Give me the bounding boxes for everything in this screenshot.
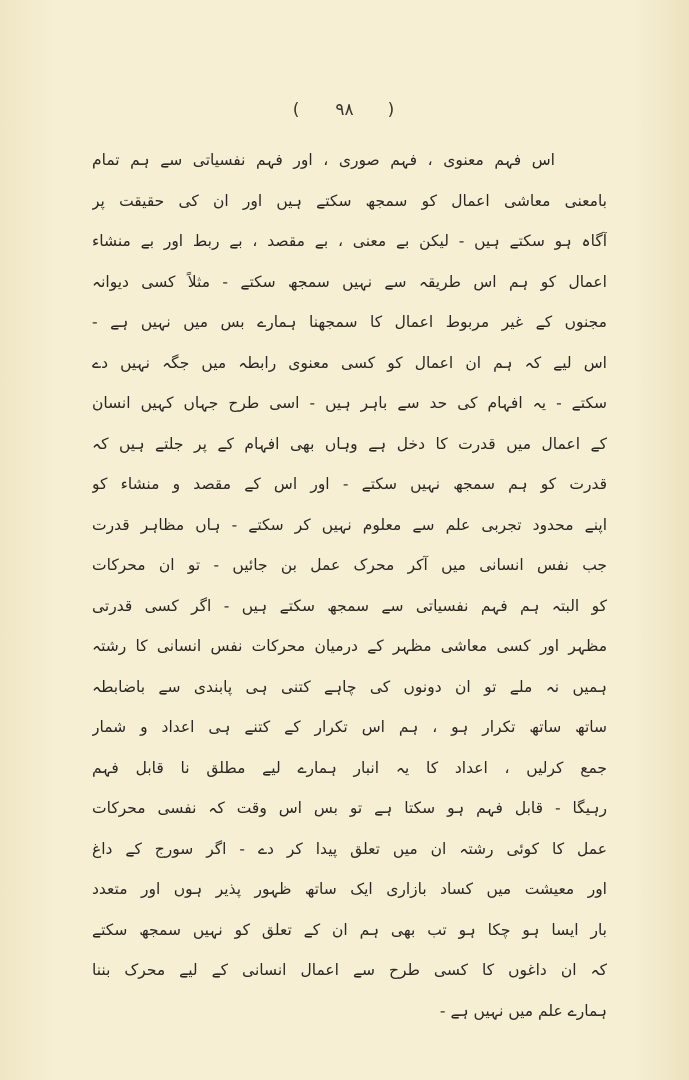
page-number-paren-close: ) xyxy=(387,100,397,120)
page-number-value: ۹۸ xyxy=(335,100,354,120)
text-line: اس فہم معنوی ، فہم صوری ، اور فہم نفسیاتی سے ہم تمام xyxy=(92,151,555,169)
text-line: اس لیے کہ ہم ان اعمال کو کسی معنوی رابطہ میں جگہ نہیں دے xyxy=(92,353,607,372)
text-line: رہیگا - قابل فہم ہو سکتا ہے تو بس اس وقت کہ نفسی محرکات xyxy=(92,799,607,817)
body-text xyxy=(92,140,607,1031)
text-line: مجنوں کے غیر مربوط اعمال کا سمجھنا ہمارے بس میں نہیں ہے - xyxy=(92,313,607,331)
text-line: کہ ان داغوں کا کسی طرح سے اعمال انسانی کے لیے محرک بننا xyxy=(92,961,607,979)
text-line: جمع کرلیں ، اعداد کا یہ انبار ہمارے لیے مطلق نا قابل فہم xyxy=(92,758,607,777)
text-line: ہمارے علم میں نہیں ہے - xyxy=(439,1001,607,1020)
text-line: اور معیشت میں کساد بازاری ایک ساتھ ظہور پذیر ہوں اور متعدد xyxy=(92,880,607,898)
text-line: کے اعمال میں قدرت کا دخل ہے وہاں بھی افہام کے پر جلتے ہیں کہ xyxy=(92,434,607,453)
page-number-paren-open: ( xyxy=(292,100,302,120)
text-line: اپنے محدود تجربی علم سے معلوم نہیں کر سکتے - ہاں مظاہر قدرت xyxy=(92,515,607,534)
text-line: اعمال کو ہم اس طریقہ سے نہیں سمجھ سکتے - مثلاً کسی دیوانہ xyxy=(92,272,607,291)
text-line: جب نفس انسانی میں آکر محرک عمل بن جائیں - تو ان محرکات xyxy=(92,556,607,574)
text-line: ساتھ ساتھ تکرار ہو ، ہم اس تکرار کے کتنے ہی اعداد و شمار xyxy=(92,718,607,736)
text-line: عمل کا کوئی رشتہ ان میں تعلق پیدا کر دے - اگر سورج کے داغ xyxy=(92,839,607,858)
text-line: مظہر اور کسی معاشی مظہر کے درمیان محرکات نفس انسانی کا رشتہ xyxy=(92,637,607,655)
text-line: بامعنی معاشی اعمال کو سمجھ سکتے ہیں اور ان کی حقیقت پر xyxy=(92,191,607,210)
text-line: کو البتہ ہم فہم نفسیاتی سے سمجھ سکتے ہیں - اگر کسی قدرتی xyxy=(92,596,607,615)
page-number xyxy=(0,100,689,120)
text-line: سکتے - یہ افہام کی حد سے باہر ہیں - اسی طرح جہاں کہیں انسان xyxy=(92,394,607,412)
text-line: آگاہ ہو سکتے ہیں - لیکن بے معنی ، بے مقصد ، بے ربط اور بے منشاء xyxy=(92,232,607,250)
text-line: بار ایسا ہو چکا ہو تب بھی ہم ان کے تعلق کو نہیں سمجھ سکتے xyxy=(92,920,607,939)
text-line: قدرت کو ہم سمجھ نہیں سکتے - اور اس کے مقصد و منشاء کو xyxy=(92,475,607,493)
text-line: ہمیں نہ ملے تو ان دونوں کی چاہے کتنی ہی پابندی سے باضابطہ xyxy=(92,677,607,696)
